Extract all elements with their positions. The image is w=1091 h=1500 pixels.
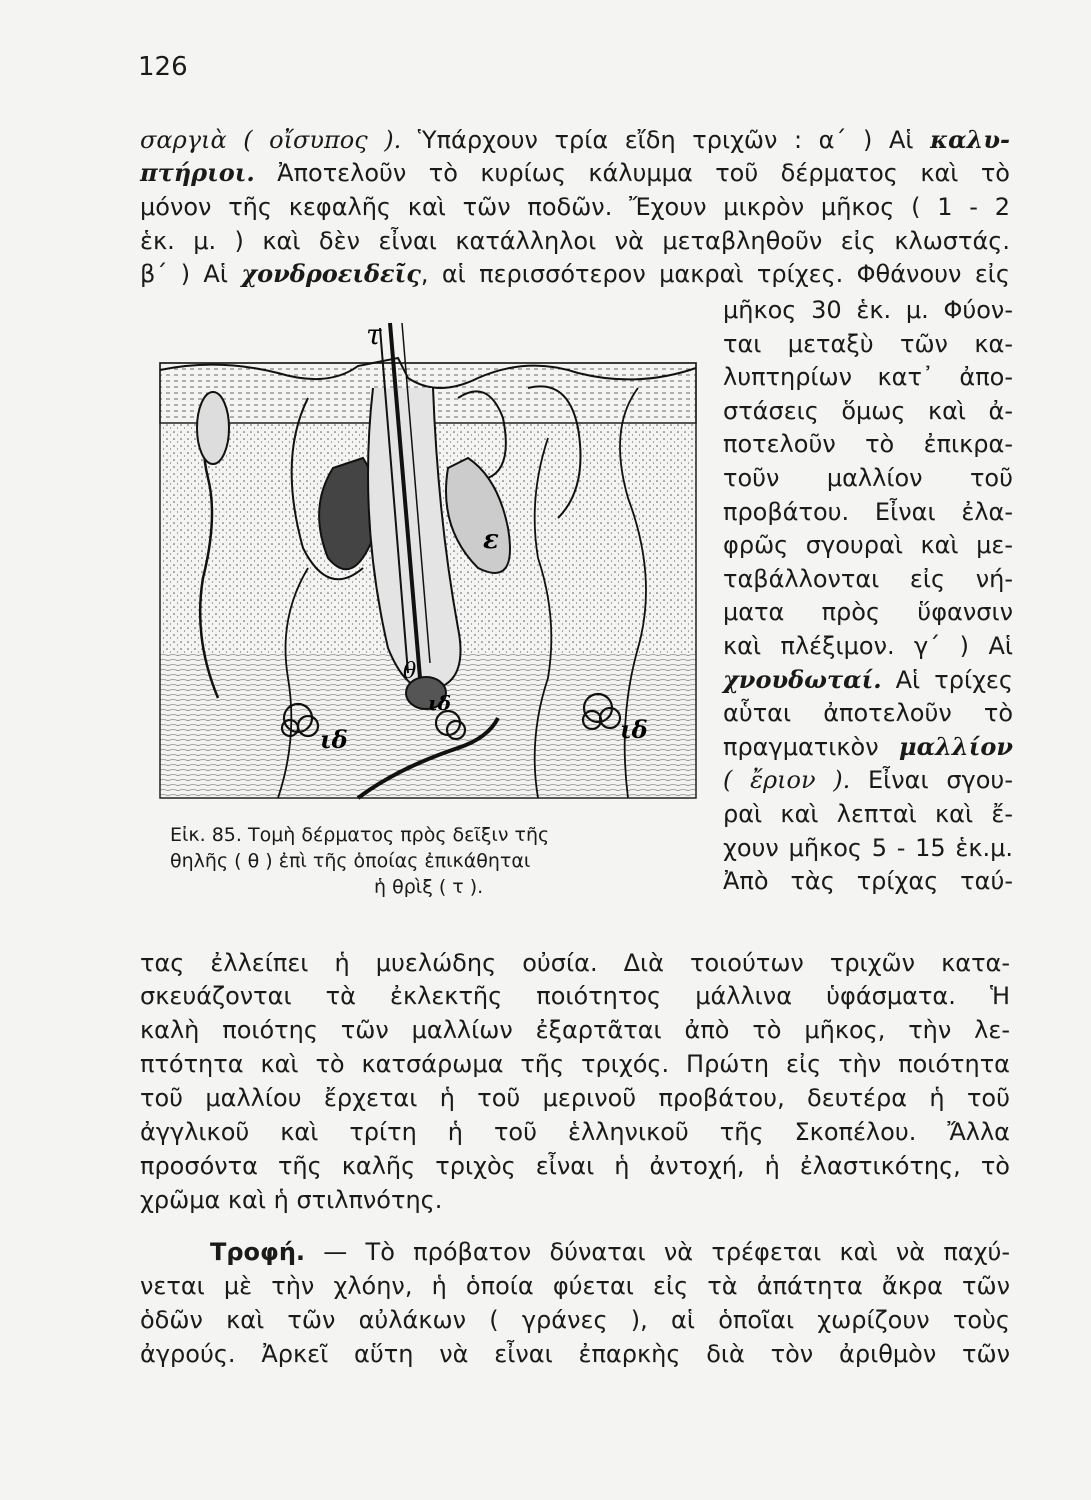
- text-line: φρῶς σγουραὶ καὶ με-: [723, 531, 1013, 559]
- text-line: προσόντα τῆς καλῆς τριχὸς εἶναι ἡ ἀντοχή, ἡ ἐλαστικότης, τὸ: [140, 1152, 1010, 1180]
- caption-line: Εἰκ. 85. Τομὴ δέρματος πρὸς δεῖξιν τῆς: [170, 824, 550, 846]
- text-span: χονδροειδεῖς: [241, 259, 421, 288]
- text-line: καλὴ ποιότης τῶν μαλλίων ἐξαρτᾶται ἀπὸ τὸ μῆκος, τὴν λε-: [140, 1016, 1010, 1044]
- text-line: τοῦ μαλλίου ἔρχεται ἡ τοῦ μερινοῦ προβάτου, δευτέρα ἡ τοῦ: [140, 1084, 1010, 1112]
- caption-line: ἡ θρὶξ ( τ ).: [374, 876, 484, 898]
- text-line: [140, 259, 1010, 288]
- text-line: [723, 732, 1013, 761]
- text-line: [723, 665, 1013, 694]
- text-line: ἀγγλικοῦ καὶ τρίτη ἡ τοῦ ἑλληνικοῦ τῆς Σκοπέλου. Ἄλλα: [140, 1118, 1010, 1146]
- text-line: ἑκ. μ. ) καὶ δὲν εἶναι κατάλληλοι νὰ μεταβληθοῦν εἰς κλωστάς.: [140, 227, 1010, 255]
- text-span: σαργιὰ ( οἴσυπος ).: [140, 126, 402, 154]
- text-line: ται μεταξὺ τῶν κα-: [723, 330, 1013, 358]
- skin-section-figure: [158, 318, 698, 808]
- text-line: χουν μῆκος 5 - 15 ἑκ.μ.: [723, 834, 1013, 862]
- text-line: [140, 125, 1010, 154]
- text-line: καὶ πλέξιμον. γ΄ ) Αἱ: [723, 632, 1013, 660]
- text-span: Αἱ τρίχες: [881, 666, 1013, 694]
- label-theta: θ: [403, 659, 417, 684]
- text-span: Ὑπάρχουν τρία εἴδη τριχῶν : α΄ ) Αἱ: [401, 126, 931, 154]
- text-span: καλυ-: [930, 125, 1010, 154]
- text-span: Εἶναι σγου-: [850, 766, 1013, 794]
- label-iota-delta-middle: ιδ: [428, 691, 452, 715]
- text-span: ( ἔριον ).: [723, 766, 851, 794]
- text-line: ματα πρὸς ὕφανσιν: [723, 598, 1013, 626]
- section-heading: Τροφή.: [210, 1238, 306, 1266]
- text-line: Ἀπὸ τὰς τρίχας ταύ-: [723, 867, 1013, 895]
- text-line: μόνον τῆς κεφαλῆς καὶ τῶν ποδῶν. Ἔχουν μικρὸν μῆκος ( 1 - 2: [140, 193, 1010, 221]
- page-number: 126: [138, 52, 188, 82]
- text-line: νεται μὲ τὴν χλόην, ἡ ὁποία φύεται εἰς τὰ ἀπάτητα ἄκρα τῶν: [140, 1272, 1010, 1300]
- text-line: [723, 768, 1013, 792]
- text-span: Ἀποτελοῦν τὸ κυρίως κάλυμμα τοῦ δέρματος καὶ τὸ: [254, 159, 1010, 187]
- text-line: [210, 1240, 1010, 1264]
- text-span: πραγματικὸν: [723, 733, 900, 761]
- text-span: πτήριοι.: [140, 158, 255, 187]
- text-line: σκευάζονται τὰ ἐκλεκτῆς ποιότητος μάλλινα ὑφάσματα. Ἡ: [140, 982, 1010, 1010]
- text-span: β΄ ) Αἱ: [140, 260, 242, 288]
- text-span: — Τὸ πρόβατον δύναται νὰ τρέφεται καὶ νὰ παχύ-: [305, 1238, 1010, 1266]
- text-line: ἀγρούς. Ἀρκεῖ αὕτη νὰ εἶναι ἐπαρκὴς διὰ τὸν ἀριθμὸν τῶν: [140, 1340, 1010, 1368]
- text-span: χνουδωταί.: [723, 665, 882, 694]
- text-line: αὗται ἀποτελοῦν τὸ: [723, 699, 1013, 727]
- label-iota-delta-left: ιδ: [320, 725, 348, 754]
- text-line: στάσεις ὅμως καὶ ἀ-: [723, 397, 1013, 425]
- text-line: ταβάλλονται εἰς νή-: [723, 565, 1013, 593]
- text-span: , αἱ περισσότερον μακραὶ τρίχες. Φθάνουν εἰς: [420, 260, 1010, 288]
- text-line: τοῦν μαλλίον τοῦ: [723, 464, 1013, 492]
- sweat-gland-left: [197, 392, 229, 464]
- text-line: ποτελοῦν τὸ ἐπικρα-: [723, 430, 1013, 458]
- text-line: πτότητα καὶ τὸ κατσάρωμα τῆς τριχός. Πρώτη εἰς τὴν ποιότητα: [140, 1050, 1010, 1078]
- text-line: μῆκος 30 ἑκ. μ. Φύον-: [723, 296, 1013, 324]
- label-iota-delta-right: ιδ: [620, 715, 648, 744]
- text-line-last: χρῶμα καὶ ἡ στιλπνότης.: [140, 1186, 443, 1214]
- caption-line: θηλῆς ( θ ) ἐπὶ τῆς ὁποίας ἐπικάθηται: [170, 850, 531, 872]
- text-line: ὁδῶν καὶ τῶν αὐλάκων ( γράνες ), αἱ ὁποῖαι χωρίζουν τοὺς: [140, 1306, 1010, 1334]
- text-line: τας ἐλλείπει ἡ μυελώδης οὐσία. Διὰ τοιούτων τριχῶν κατα-: [140, 949, 1010, 977]
- text-line: ραὶ καὶ λεπταὶ καὶ ἔ-: [723, 800, 1013, 828]
- text-span: μαλλίον: [899, 732, 1013, 761]
- text-line: [140, 158, 1010, 187]
- label-tau: τ: [366, 318, 382, 351]
- text-line: λυπτηρίων κατ᾿ ἀπο-: [723, 363, 1013, 391]
- label-epsilon: ε: [483, 525, 499, 555]
- text-line: προβάτου. Εἶναι ἐλα-: [723, 498, 1013, 526]
